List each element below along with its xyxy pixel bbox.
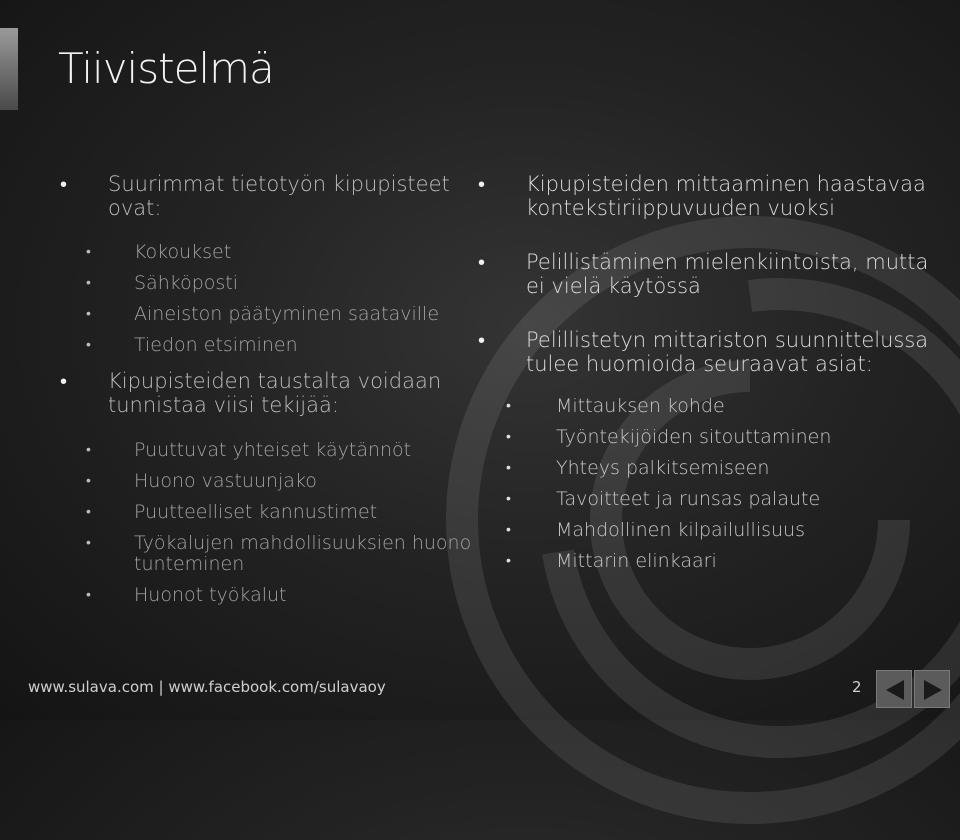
pain-point-list <box>60 242 480 356</box>
left-bullet-list-2 <box>60 369 480 417</box>
list-item: • Työntekijöiden sitouttaminen <box>478 427 938 448</box>
list-item: • Huonot työkalut <box>60 585 480 606</box>
list-item: • Huono vastuunjako <box>60 471 480 492</box>
triangle-left-icon <box>884 679 906 701</box>
list-item: • Työkalujen mahdollisuuksien huono tunteminen <box>60 533 480 575</box>
factor-list <box>60 440 480 606</box>
left-bullet-list <box>60 172 480 220</box>
list-item: • Tiedon etsiminen <box>60 335 480 356</box>
bullet-gamification: • Pelillistäminen mielenkiintoista, mutta ei vielä käytössä <box>478 250 938 298</box>
list-item: • Aineiston päätyminen saataville <box>60 304 480 325</box>
list-item: • Puuttuvat yhteiset käytännöt <box>60 440 480 461</box>
right-column <box>478 172 938 572</box>
bullet-pain-points: • Suurimmat tietotyön kipupisteet ovat: <box>60 172 480 220</box>
slide-title: Tiivistelmä <box>58 44 274 93</box>
triangle-right-icon <box>922 679 944 701</box>
bullet-design: • Pelillistetyn mittariston suunnittelussa tulee huomioida seuraavat asiat: <box>478 328 938 376</box>
list-item: • Kokoukset <box>60 242 480 263</box>
next-slide-button[interactable] <box>914 670 950 708</box>
left-column <box>60 172 480 606</box>
footer-links[interactable]: www.sulava.com | www.facebook.com/sulavaoy <box>28 678 386 696</box>
list-item: • Tavoitteet ja runsas palaute <box>478 489 938 510</box>
right-bullet-list <box>478 172 938 376</box>
bullet-factors: • Kipupisteiden taustalta voidaan tunnistaa viisi tekijää: <box>60 369 480 417</box>
list-item: • Sähköposti <box>60 273 480 294</box>
bullet-measuring: • Kipupisteiden mittaaminen haastavaa kontekstiriippuvuuden vuoksi <box>478 172 938 220</box>
title-accent-bar <box>0 28 18 110</box>
list-item: • Puutteelliset kannustimet <box>60 502 480 523</box>
list-item: • Yhteys palkitsemiseen <box>478 458 938 479</box>
list-item: • Mittauksen kohde <box>478 396 938 417</box>
design-aspects-list <box>478 396 938 572</box>
list-item: • Mittarin elinkaari <box>478 551 938 572</box>
page-number: 2 <box>852 678 862 696</box>
previous-slide-button[interactable] <box>876 670 912 708</box>
list-item: • Mahdollinen kilpailullisuus <box>478 520 938 541</box>
